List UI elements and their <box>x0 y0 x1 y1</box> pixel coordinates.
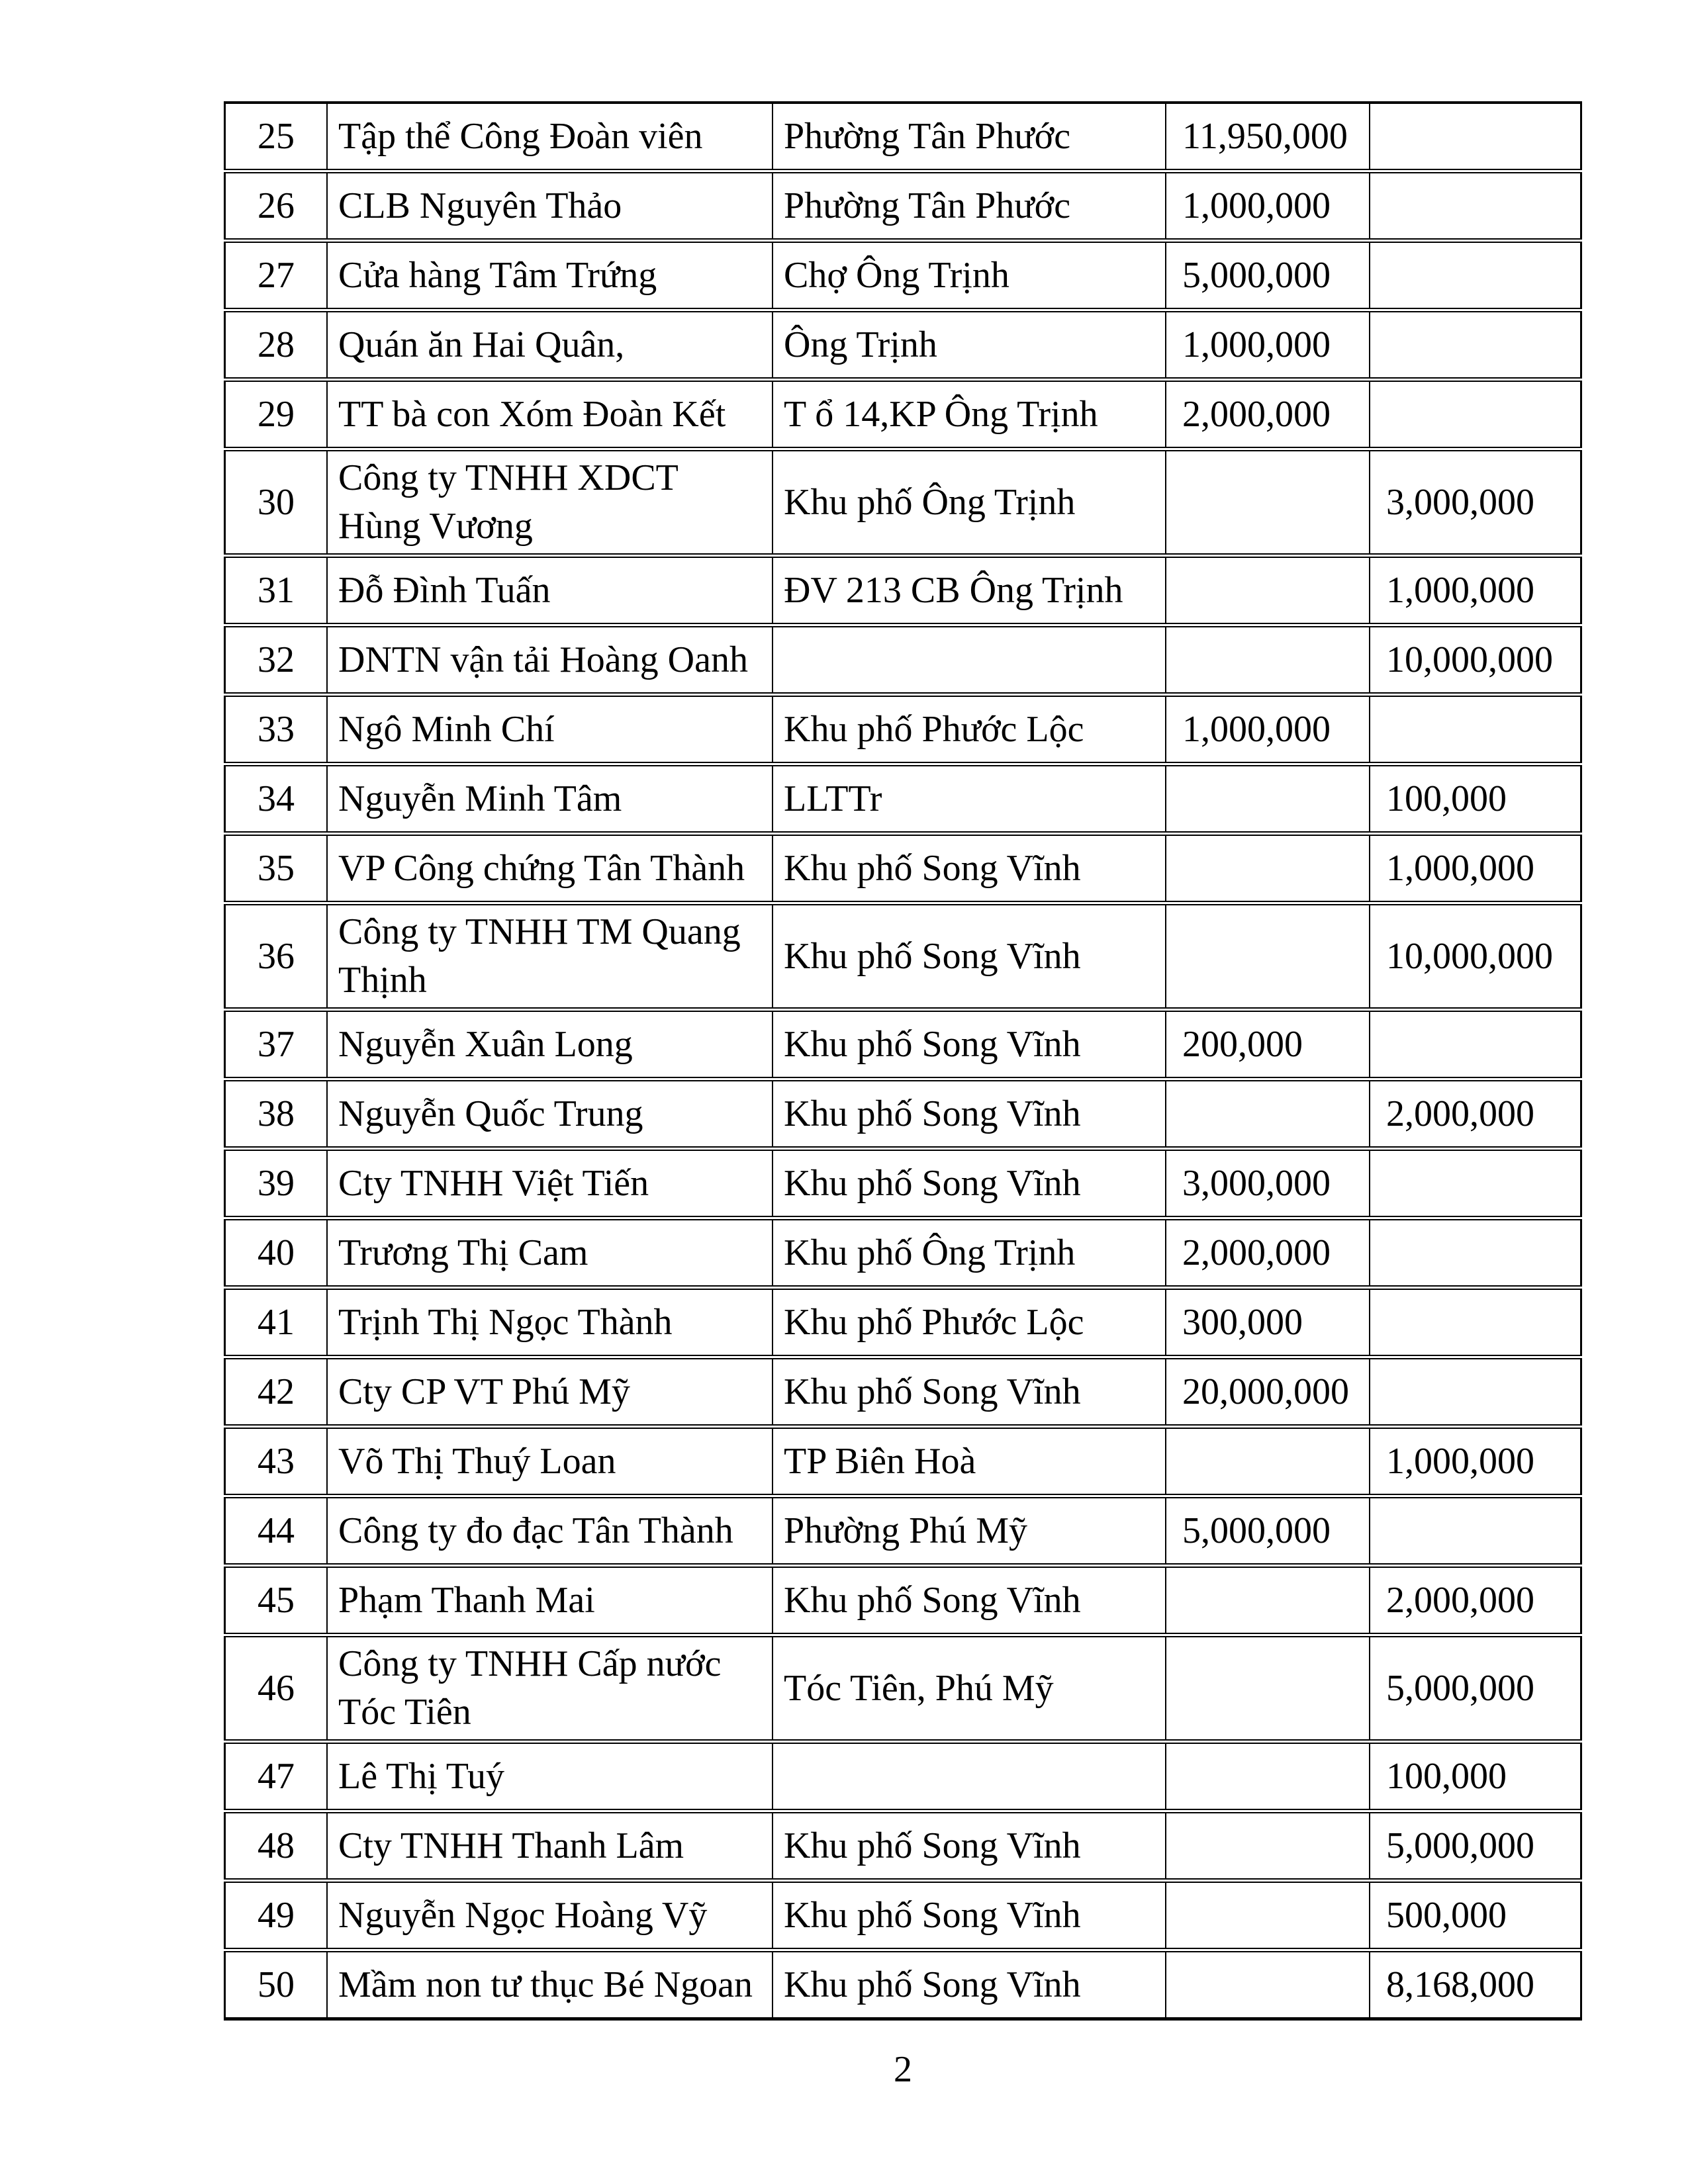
table-row <box>224 1497 1582 1565</box>
amount-primary <box>1165 1743 1369 1810</box>
donor-location: LLTTr <box>772 765 1165 833</box>
amount-primary <box>1165 626 1369 694</box>
donor-location: Phường Tân Phước <box>772 172 1165 240</box>
row-number: 28 <box>224 311 326 379</box>
amount-primary <box>1165 1812 1369 1880</box>
donor-name: Công ty TNHH TM Quang Thịnh <box>326 904 772 1009</box>
table-row <box>224 1567 1582 1634</box>
donation-table <box>224 99 1582 2023</box>
amount-secondary: 100,000 <box>1369 1743 1582 1810</box>
table-row <box>224 1150 1582 1217</box>
table-row <box>224 557 1582 624</box>
donor-name: Công ty TNHH Cấp nước Tóc Tiên <box>326 1636 772 1741</box>
donor-location: Phường Tân Phước <box>772 101 1165 170</box>
row-number: 29 <box>224 381 326 448</box>
row-number: 31 <box>224 557 326 624</box>
donor-name: Trương Thị Cam <box>326 1219 772 1287</box>
donor-location: ĐV 213 CB Ông Trịnh <box>772 557 1165 624</box>
amount-secondary <box>1369 696 1582 763</box>
table-row <box>224 1219 1582 1287</box>
amount-secondary <box>1369 172 1582 240</box>
donor-location: Khu phố Ông Trịnh <box>772 450 1165 555</box>
donor-location: Khu phố Song Vĩnh <box>772 1567 1165 1634</box>
amount-secondary <box>1369 381 1582 448</box>
donation-table-body <box>224 101 1582 2021</box>
donor-location: Khu phố Song Vĩnh <box>772 1951 1165 2021</box>
table-row <box>224 1428 1582 1495</box>
donor-name: Cty TNHH Việt Tiến <box>326 1150 772 1217</box>
donor-location: Khu phố Song Vĩnh <box>772 904 1165 1009</box>
donor-name: Ngô Minh Chí <box>326 696 772 763</box>
row-number: 49 <box>224 1882 326 1949</box>
amount-secondary: 1,000,000 <box>1369 1428 1582 1495</box>
donor-location: Khu phố Song Vĩnh <box>772 1150 1165 1217</box>
donor-name: Nguyễn Quốc Trung <box>326 1080 772 1148</box>
donor-location <box>772 626 1165 694</box>
row-number: 27 <box>224 242 326 309</box>
page-number: 2 <box>894 2049 912 2090</box>
donor-name: Lê Thị Tuý <box>326 1743 772 1810</box>
row-number: 26 <box>224 172 326 240</box>
amount-primary: 1,000,000 <box>1165 311 1369 379</box>
amount-secondary <box>1369 1289 1582 1356</box>
table-row <box>224 172 1582 240</box>
amount-secondary: 10,000,000 <box>1369 904 1582 1009</box>
amount-secondary: 1,000,000 <box>1369 835 1582 902</box>
donor-location: Khu phố Song Vĩnh <box>772 1011 1165 1078</box>
row-number: 46 <box>224 1636 326 1741</box>
row-number: 38 <box>224 1080 326 1148</box>
donor-name: Cửa hàng Tâm Trứng <box>326 242 772 309</box>
amount-secondary: 10,000,000 <box>1369 626 1582 694</box>
table-row <box>224 101 1582 170</box>
amount-primary <box>1165 1636 1369 1741</box>
row-number: 44 <box>224 1497 326 1565</box>
donor-location: Khu phố Ông Trịnh <box>772 1219 1165 1287</box>
table-row <box>224 1812 1582 1880</box>
amount-secondary <box>1369 101 1582 170</box>
row-number: 25 <box>224 101 326 170</box>
table-row <box>224 696 1582 763</box>
row-number: 34 <box>224 765 326 833</box>
amount-primary: 2,000,000 <box>1165 1219 1369 1287</box>
donor-name: VP Công chứng Tân Thành <box>326 835 772 902</box>
donor-name: Quán ăn Hai Quân, <box>326 311 772 379</box>
row-number: 47 <box>224 1743 326 1810</box>
table-row <box>224 1743 1582 1810</box>
row-number: 42 <box>224 1358 326 1426</box>
amount-primary <box>1165 904 1369 1009</box>
donor-location: Khu phố Song Vĩnh <box>772 1812 1165 1880</box>
table-row <box>224 1882 1582 1949</box>
amount-primary: 200,000 <box>1165 1011 1369 1078</box>
table-row <box>224 450 1582 555</box>
table-row <box>224 1289 1582 1356</box>
donor-name: Nguyễn Ngọc Hoàng Vỹ <box>326 1882 772 1949</box>
donor-location: Chợ Ông Trịnh <box>772 242 1165 309</box>
amount-primary <box>1165 1951 1369 2021</box>
donor-name: DNTN vận tải Hoàng Oanh <box>326 626 772 694</box>
amount-secondary <box>1369 1011 1582 1078</box>
donor-name: TT bà con Xóm Đoàn Kết <box>326 381 772 448</box>
amount-secondary: 8,168,000 <box>1369 1951 1582 2021</box>
table-row <box>224 311 1582 379</box>
row-number: 45 <box>224 1567 326 1634</box>
amount-primary: 1,000,000 <box>1165 172 1369 240</box>
table-row <box>224 1358 1582 1426</box>
amount-secondary: 1,000,000 <box>1369 557 1582 624</box>
amount-primary <box>1165 557 1369 624</box>
row-number: 35 <box>224 835 326 902</box>
amount-primary: 5,000,000 <box>1165 242 1369 309</box>
table-row <box>224 242 1582 309</box>
donor-location: Khu phố Song Vĩnh <box>772 1358 1165 1426</box>
amount-secondary <box>1369 311 1582 379</box>
donor-name: Công ty TNHH XDCT Hùng Vương <box>326 450 772 555</box>
donor-location: Phường Phú Mỹ <box>772 1497 1165 1565</box>
table-row <box>224 1011 1582 1078</box>
amount-secondary: 2,000,000 <box>1369 1567 1582 1634</box>
row-number: 40 <box>224 1219 326 1287</box>
table-row <box>224 1636 1582 1741</box>
donor-name: Tập thể Công Đoàn viên <box>326 101 772 170</box>
donor-name: Mầm non tư thục Bé Ngoan <box>326 1951 772 2021</box>
donor-name: Đỗ Đình Tuấn <box>326 557 772 624</box>
amount-primary: 3,000,000 <box>1165 1150 1369 1217</box>
donor-name: Trịnh Thị Ngọc Thành <box>326 1289 772 1356</box>
donor-name: Nguyễn Minh Tâm <box>326 765 772 833</box>
row-number: 41 <box>224 1289 326 1356</box>
donor-location <box>772 1743 1165 1810</box>
amount-primary: 2,000,000 <box>1165 381 1369 448</box>
amount-secondary <box>1369 1150 1582 1217</box>
row-number: 50 <box>224 1951 326 2021</box>
donor-location: T ổ 14,KP Ông Trịnh <box>772 381 1165 448</box>
amount-secondary: 500,000 <box>1369 1882 1582 1949</box>
amount-secondary <box>1369 242 1582 309</box>
amount-secondary: 5,000,000 <box>1369 1812 1582 1880</box>
donor-location: TP Biên Hoà <box>772 1428 1165 1495</box>
row-number: 32 <box>224 626 326 694</box>
amount-secondary <box>1369 1219 1582 1287</box>
table-row <box>224 381 1582 448</box>
donor-name: CLB Nguyên Thảo <box>326 172 772 240</box>
amount-primary <box>1165 1567 1369 1634</box>
amount-secondary: 2,000,000 <box>1369 1080 1582 1148</box>
row-number: 48 <box>224 1812 326 1880</box>
donor-location: Khu phố Phước Lộc <box>772 1289 1165 1356</box>
amount-primary: 11,950,000 <box>1165 101 1369 170</box>
row-number: 30 <box>224 450 326 555</box>
amount-secondary: 3,000,000 <box>1369 450 1582 555</box>
donor-name: Nguyễn Xuân Long <box>326 1011 772 1078</box>
donor-name: Phạm Thanh Mai <box>326 1567 772 1634</box>
table-row <box>224 1951 1582 2021</box>
amount-secondary <box>1369 1497 1582 1565</box>
donor-name: Võ Thị Thuý Loan <box>326 1428 772 1495</box>
amount-primary <box>1165 1080 1369 1148</box>
amount-primary <box>1165 1882 1369 1949</box>
donor-location: Khu phố Song Vĩnh <box>772 835 1165 902</box>
amount-primary: 20,000,000 <box>1165 1358 1369 1426</box>
amount-primary <box>1165 1428 1369 1495</box>
donor-location: Khu phố Phước Lộc <box>772 696 1165 763</box>
table-row <box>224 1080 1582 1148</box>
amount-secondary <box>1369 1358 1582 1426</box>
donor-location: Khu phố Song Vĩnh <box>772 1080 1165 1148</box>
amount-primary <box>1165 835 1369 902</box>
amount-secondary: 100,000 <box>1369 765 1582 833</box>
amount-primary: 1,000,000 <box>1165 696 1369 763</box>
row-number: 33 <box>224 696 326 763</box>
row-number: 43 <box>224 1428 326 1495</box>
donor-location: Ông Trịnh <box>772 311 1165 379</box>
amount-primary <box>1165 450 1369 555</box>
donor-location: Tóc Tiên, Phú Mỹ <box>772 1636 1165 1741</box>
row-number: 37 <box>224 1011 326 1078</box>
table-row <box>224 765 1582 833</box>
amount-secondary: 5,000,000 <box>1369 1636 1582 1741</box>
table-row <box>224 626 1582 694</box>
amount-primary: 300,000 <box>1165 1289 1369 1356</box>
donor-name: Cty CP VT Phú Mỹ <box>326 1358 772 1426</box>
table-row <box>224 835 1582 902</box>
table-row <box>224 904 1582 1009</box>
donor-name: Công ty đo đạc Tân Thành <box>326 1497 772 1565</box>
amount-primary <box>1165 765 1369 833</box>
row-number: 39 <box>224 1150 326 1217</box>
row-number: 36 <box>224 904 326 1009</box>
amount-primary: 5,000,000 <box>1165 1497 1369 1565</box>
donor-name: Cty TNHH Thanh Lâm <box>326 1812 772 1880</box>
donor-location: Khu phố Song Vĩnh <box>772 1882 1165 1949</box>
